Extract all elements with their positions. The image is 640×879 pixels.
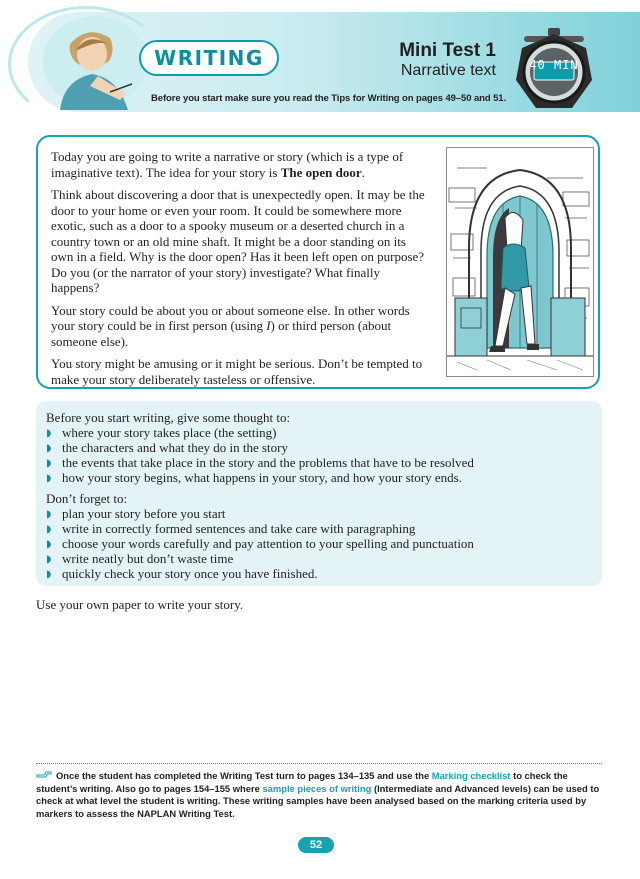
footer-divider [36, 763, 602, 764]
list-item [46, 536, 592, 551]
list-item-text: quickly check your story once you have finished. [62, 566, 318, 581]
list-item-text: write neatly but don’t waste time [62, 551, 234, 566]
list-item [46, 455, 592, 470]
page-subtitle: Narrative text [400, 62, 496, 79]
list-item [46, 521, 592, 536]
guidance-list-2 [46, 506, 592, 581]
prompt-paragraph-1 [51, 149, 429, 180]
bullet-icon: ◗ [46, 509, 52, 520]
bullet-icon: ◗ [46, 569, 52, 580]
section-label-pill [139, 40, 279, 76]
prompt-p3-italic: I [266, 318, 271, 333]
pointing-hand-icon [36, 770, 52, 780]
bullet-icon: ◗ [46, 443, 52, 454]
list-item-text: choose your words carefully and pay attention to your spelling and punctuation [62, 536, 474, 551]
prompt-paragraph-4: You story might be amusing or it might be serious. Don’t be tempted to make your story deliberately tasteless or offensive. [51, 356, 423, 387]
guidance-lead-1: Before you start writing, give some thought to: [46, 410, 291, 425]
prompt-box [36, 135, 600, 389]
prompt-paragraph-3 [51, 303, 429, 350]
open-door-illustration [446, 147, 594, 377]
bullet-icon: ◗ [46, 539, 52, 550]
stopwatch-timer [512, 28, 596, 112]
marking-checklist-link[interactable]: Marking checklist [431, 770, 511, 781]
boy-writing-illustration [40, 14, 150, 110]
teacher-note-text-2: to check the student’s writing. Also go to pages 154–155 where [36, 770, 568, 794]
prompt-p1-end: . [361, 164, 365, 180]
sample-writing-link[interactable]: sample pieces of writing [262, 782, 372, 794]
page-number: 52 [298, 837, 334, 853]
list-item [46, 551, 592, 566]
guidance-content [46, 410, 592, 587]
list-item-text: the characters and what they do in the story [62, 440, 288, 455]
prompt-text [51, 149, 429, 394]
list-item [46, 425, 592, 440]
story-topic: The open door [280, 164, 362, 180]
guidance-list-1 [46, 425, 592, 485]
use-paper-instruction: Use your own paper to write your story. [36, 597, 244, 612]
timer-label: 40 MIN [529, 58, 579, 72]
bullet-icon: ◗ [46, 458, 52, 469]
page-title: Mini Test 1 [399, 40, 496, 61]
teacher-note [36, 770, 604, 820]
list-item-text: plan your story before you start [62, 506, 226, 521]
list-item-text: write in correctly formed sentences and take care with paragraphing [62, 521, 416, 536]
prompt-p3-end: ) or third person (about someone else). [51, 318, 392, 349]
bullet-icon: ◗ [46, 554, 52, 565]
prompt-paragraph-2: Think about discovering a door that is unexpectedly open. It may be the door to your home or even your room. It could be somewhere more exotic, such as a door to a spooky museum or a deserted church in a country town or an old mine shaft. It might be a door standing on its own in a field. Why is the door open? Has it been left open on purpose? Do you (or the narrator of your story) investigate? What finally happens? [51, 187, 425, 295]
list-item [46, 566, 592, 581]
list-item-text: how your story begins, what happens in your story, and how your story ends. [62, 470, 462, 485]
section-label: WRITING [154, 46, 264, 70]
bullet-icon: ◗ [46, 428, 52, 439]
list-item [46, 470, 592, 485]
header-instruction: Before you start make sure you read the Tips for Writing on pages 49–50 and 51. [151, 93, 506, 104]
guidance-box [36, 401, 602, 586]
prompt-p3-text: Your story could be about you or about someone else. In other words your story could be in first person (using [51, 302, 410, 333]
bullet-icon: ◗ [46, 524, 52, 535]
guidance-lead-2: Don’t forget to: [46, 491, 128, 506]
prompt-p1-text: Today you are going to write a narrative or story (which is a type of imaginative text). The idea for your story is [51, 149, 404, 180]
teacher-note-text-3: (Intermediate and Advanced levels) can be used to check at what level the student is writing. These writing samples have been analysed based on the marking criteria used by markers to assess the NAPLAN Writing Test. [36, 782, 600, 819]
church-door-drawing [447, 148, 593, 376]
teacher-note-text-1: Once the student has completed the Writing Test turn to pages 134–135 and use the [56, 770, 432, 781]
list-item [46, 506, 592, 521]
list-item-text: the events that take place in the story and the problems that have to be resolved [62, 455, 474, 470]
list-item-text: where your story takes place (the setting) [62, 425, 277, 440]
bullet-icon: ◗ [46, 473, 52, 484]
list-item [46, 440, 592, 455]
